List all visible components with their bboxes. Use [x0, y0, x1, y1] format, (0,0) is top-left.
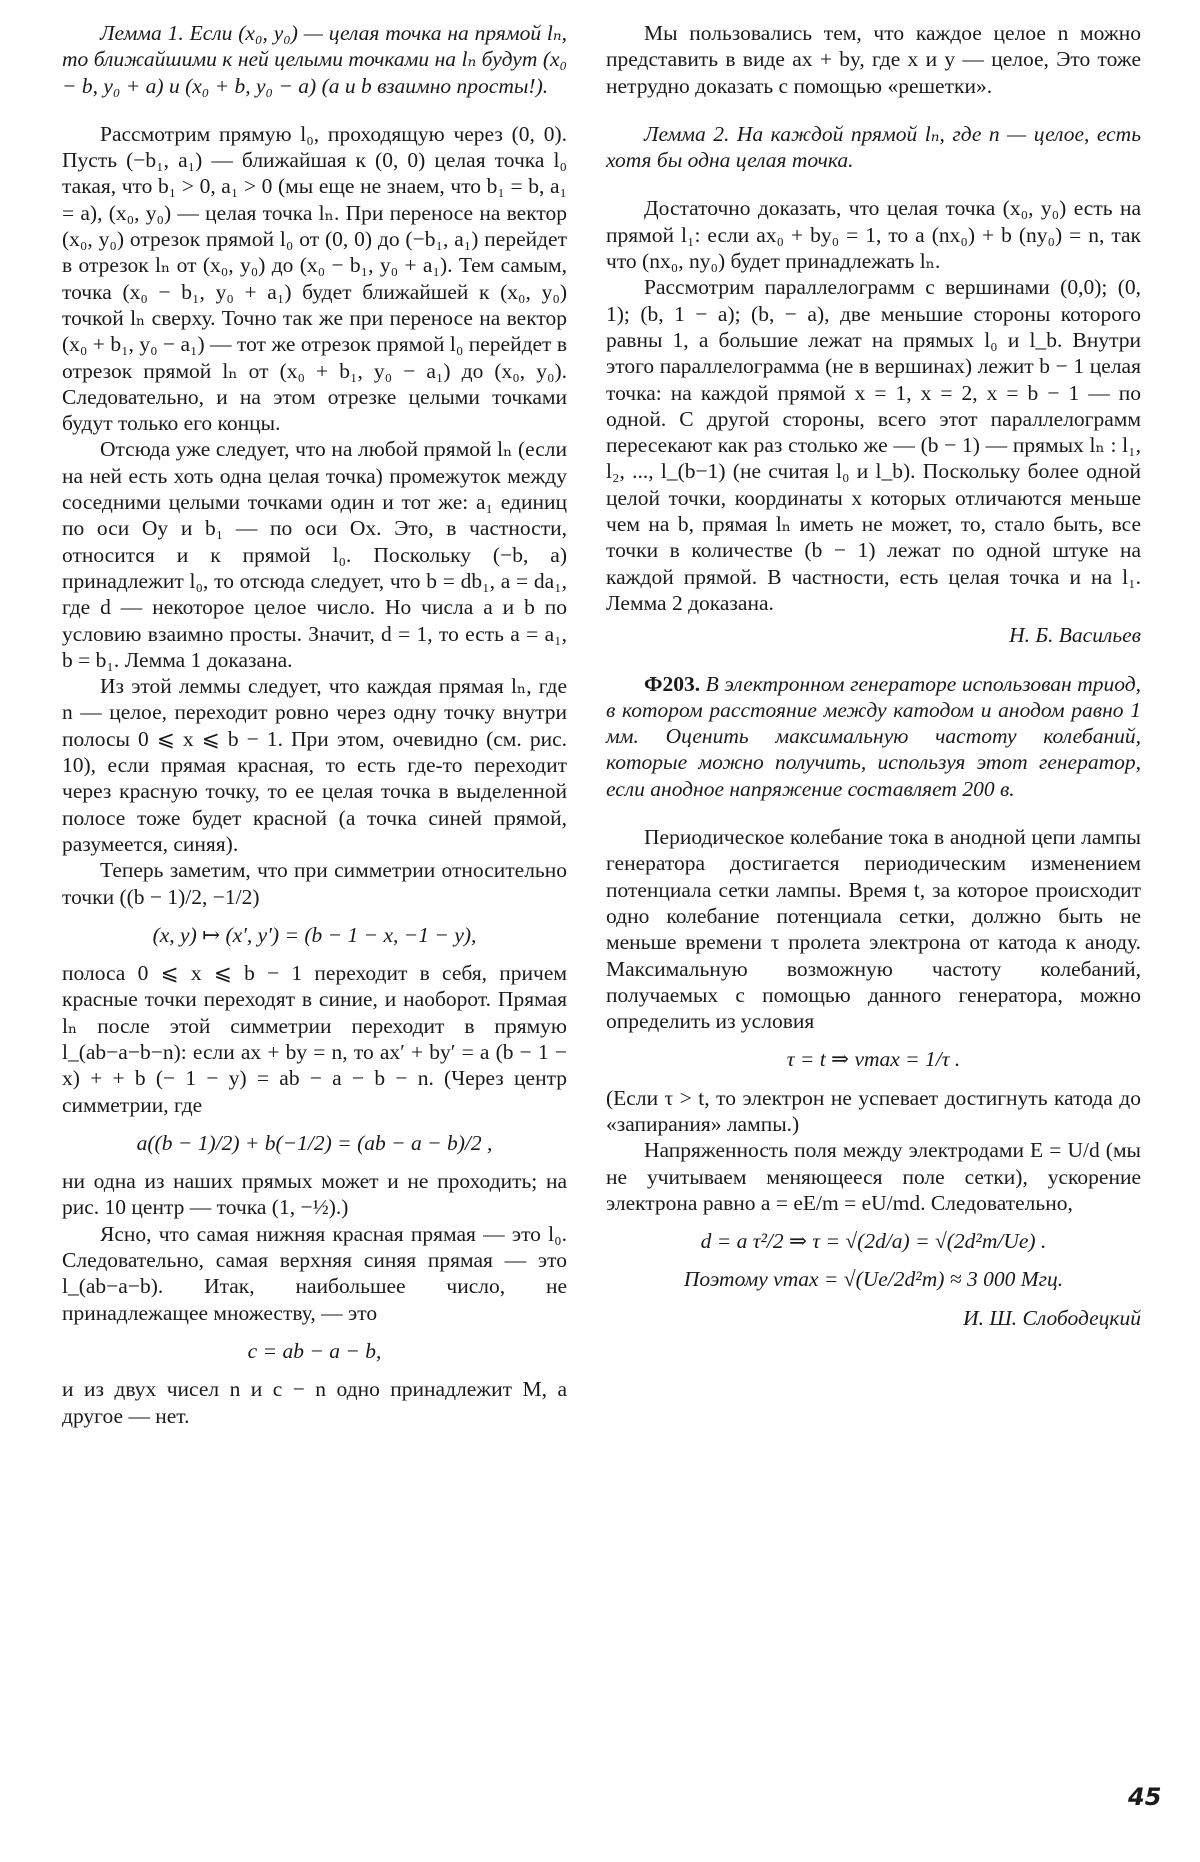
- formula: Поэтому νmax = √(Ue/2d²m) ≈ 3 000 Мгц.: [683, 1267, 1064, 1292]
- paragraph: Рассмотрим параллелограмм с вершинами (0,0); (0, 1); (b, 1 − a); (b, − a), две меньшие стороны которого равны 1, а большие лежат на прямых l₀ и l_b. Внутри этого параллелограмма (не в вершинах) лежит b − 1 целая точка: на каждой прямой x = 1, x = 2, x = b − 1 — по одной. С другой стороны, всего этот параллелограмм пересекают как раз столько же — (b − 1) — прямых lₙ : l₁, l₂, ..., l_(b−1) (не считая l₀ и l_b). Поскольку более одной целой точки, координаты x которых отличаются меньше чем на b, прямая lₙ иметь не может, то, стало быть, все точки в количестве (b − 1) лежат по одной штуке на каждой прямой. В частности, есть целая точка и на l₁. Лемма 2 доказана.: [606, 275, 1141, 615]
- lemma-statement: Лемма 2. На каждой прямой lₙ, где n — целое, есть хотя бы одна целая точка.: [606, 121, 1141, 173]
- formula: (x, y) ↦ (x′, y′) = (b − 1 − x, −1 − y),: [152, 922, 477, 947]
- paragraph: Отсюда уже следует, что на любой прямой lₙ (если на ней есть хоть одна целая точка) промежуток между соседними целыми точками один и тот же: a₁ единиц по оси Oy и b₁ — по оси Ox. Это, в частности, относится и к прямой l₀. Поскольку (−b, a) принадлежит l₀, то отсюда следует, что b = db₁, a = da₁, где d — некоторое целое число. Но числа a и b по условию взаимно просты. Значит, d = 1, то есть a = a₁, b = b₁. Лемма 1 доказана.: [62, 437, 567, 672]
- paragraph: Ясно, что самая нижняя красная прямая — это l₀. Следовательно, самая верхняя синяя прямая — это l_(ab−a−b). Итак, наибольшее число, не принадлежащее множеству, — это: [62, 1221, 567, 1325]
- left-column: [62, 20, 567, 1429]
- paragraph: Теперь заметим, что при симметрии относительно точки ((b − 1)/2, −1/2): [62, 858, 567, 909]
- right-column: [606, 20, 1141, 1331]
- paragraph: и из двух чисел n и c − n одно принадлежит M, а другое — нет.: [62, 1377, 567, 1428]
- paragraph: Достаточно доказать, что целая точка (x₀, y₀) есть на прямой l₁: если ax₀ + by₀ = 1, то a (nx₀) + b (ny₀) = n, так что (nx₀, ny₀) будет принадлежать lₙ.: [606, 196, 1141, 274]
- author-signature: Н. Б. Васильев: [1009, 623, 1141, 648]
- paragraph: Периодическое колебание тока в анодной цепи лампы генератора достигается периодическим изменением потенциала сетки лампы. Время t, за которое происходит одно колебание потенциала сетки, должно быть не меньше времени τ пролета электрона от катода к аноду. Максимальную возможную частоту колебаний, получаемых с помощью данного генератора, можно определить из условия: [606, 825, 1141, 1034]
- paragraph: Рассмотрим прямую l₀, проходящую через (0, 0). Пусть (−b₁, a₁) — ближайшая к (0, 0) целая точка l₀ такая, что b₁ > 0, a₁ > 0 (мы еще не знаем, что b₁ = b, a₁ = a), (x₀, y₀) — целая точка lₙ. При переносе на вектор (x₀, y₀) отрезок прямой l₀ от (0, 0) до (−b₁, a₁) перейдет в отрезок lₙ от (x₀, y₀) до (x₀ − b₁, y₀ + a₁). Тем самым, точка (x₀ − b₁, y₀ + a₁) будет ближайшей к (x₀, y₀) точкой lₙ сверху. Точно так же при переносе на вектор (x₀ + b₁, y₀ − a₁) — тот же отрезок прямой l₀ перейдет в отрезок прямой lₙ от (x₀ + b₁, y₀ − a₁) до (x₀, y₀). Следовательно, и на этом отрезке целыми точками будут только его концы.: [62, 121, 567, 436]
- problem-text: В электронном генераторе использован триод, в котором расстояние между катодом и анодом равно 1 мм. Оценить максимальную частоту колебаний, которые можно получить, используя этот генератор, если анодное напряжение составляет 200 в.: [606, 671, 1142, 801]
- formula: a((b − 1)/2) + b(−1/2) = (ab − a − b)/2 ,: [136, 1130, 493, 1155]
- formula: c = ab − a − b,: [247, 1338, 382, 1363]
- problem-statement: [606, 671, 1141, 802]
- problem-number: Ф203.: [644, 671, 701, 696]
- paragraph: полоса 0 ⩽ x ⩽ b − 1 переходит в себя, причем красные точки переходят в синие, и наоборот. Прямая lₙ после этой симметрии переходит в прямую l_(ab−a−b−n): если ax + by = n, то ax′ + by′ = a (b − 1 − x) + + b (− 1 − y) = ab − a − b − n. (Через центр симметрии, где: [62, 961, 567, 1117]
- paragraph: Напряженность поля между электродами E = U/d (мы не учитываем меняющееся поле сетки), ускорение электрона равно a = eE/m = eU/md. Следовательно,: [606, 1138, 1141, 1215]
- paragraph: (Если τ > t, то электрон не успевает достигнуть катода до «запирания» лампы.): [606, 1085, 1141, 1136]
- formula: τ = t ⇒ νmax = 1/τ .: [786, 1047, 961, 1072]
- paragraph: ни одна из наших прямых может и не проходить; на рис. 10 центр — точка (1, −½).): [62, 1169, 567, 1220]
- author-signature: И. Ш. Слободецкий: [963, 1305, 1141, 1330]
- lemma-statement: Лемма 1. Если (x₀, y₀) — целая точка на прямой lₙ, то ближайшими к ней целыми точками на lₙ будут (x₀ − b, y₀ + a) и (x₀ + b, y₀ − a) (a и b взаимно просты!).: [62, 21, 567, 98]
- formula: d = a τ²/2 ⇒ τ = √(2d/a) = √(2d²m/Ue) .: [700, 1229, 1047, 1254]
- page-number: 45: [1128, 1783, 1162, 1811]
- paragraph: Мы пользовались тем, что каждое целое n можно представить в виде ax + by, где x и y — целое, Это тоже нетрудно доказать с помощью «решетки».: [606, 21, 1141, 98]
- paragraph: Из этой леммы следует, что каждая прямая lₙ, где n — целое, переходит ровно через одну точку внутри полосы 0 ⩽ x ⩽ b − 1. При этом, очевидно (см. рис. 10), если прямая красная, то есть где-то переходит через красную точку, то ее целая точка в выделенной полосе тоже будет красной (а точка синей прямой, разумеется, синяя).: [62, 674, 567, 856]
